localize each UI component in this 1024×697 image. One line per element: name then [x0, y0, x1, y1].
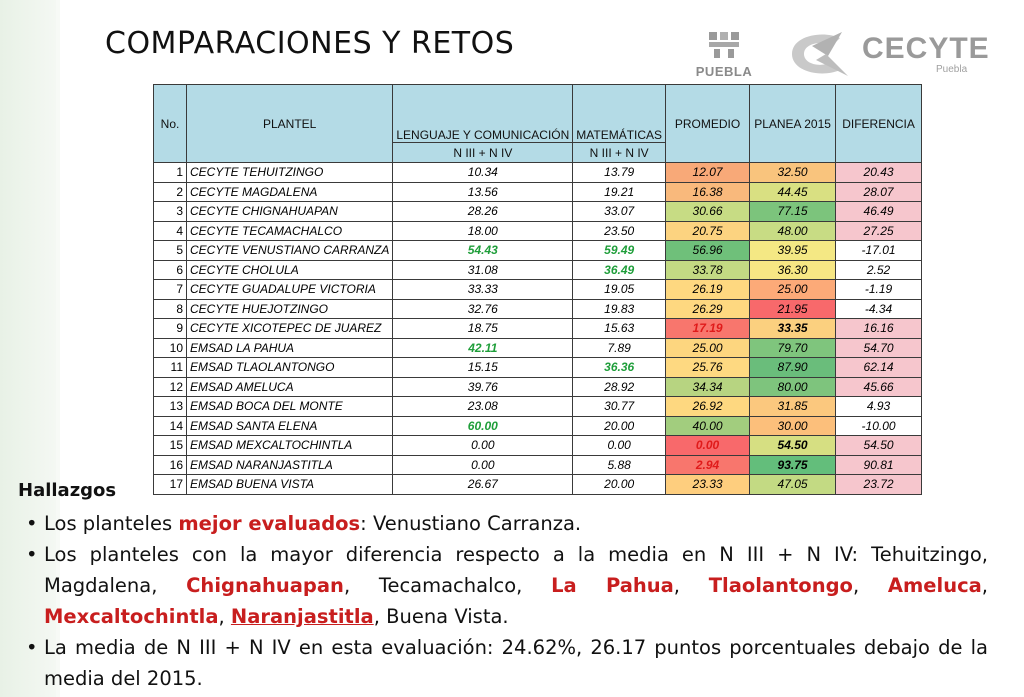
header-planea: PLANEA 2015	[750, 85, 836, 163]
cell-planea: 39.95	[750, 241, 836, 261]
cell-matematicas: 28.92	[573, 377, 666, 397]
finding-item	[18, 632, 988, 694]
findings-heading: Hallazgos	[18, 480, 117, 501]
cell-promedio: 16.38	[666, 182, 750, 202]
cell-lenguaje: 31.08	[393, 260, 573, 280]
finding-text: , Tecamachalco,	[343, 574, 552, 597]
cell-matematicas: 20.00	[573, 416, 666, 436]
cell-planea: 31.85	[750, 397, 836, 417]
finding-text: Los planteles con la mayor diferencia respecto a la media en N III + N IV: Tehuitzingo, Magdalena,	[44, 543, 988, 597]
finding-text: Los planteles	[44, 512, 179, 535]
table-row	[154, 455, 922, 475]
cell-diferencia: -4.34	[836, 299, 922, 319]
cell-lenguaje: 10.34	[393, 163, 573, 183]
cecyte-emblem-icon	[782, 26, 852, 82]
highlighted-text: Naranjastitla	[230, 605, 374, 628]
table-row	[154, 475, 922, 495]
cell-lenguaje: 33.33	[393, 280, 573, 300]
cell-matematicas: 59.49	[573, 241, 666, 261]
cell-plantel: EMSAD MEXCALTOCHINTLA	[187, 436, 393, 456]
cell-lenguaje: 18.75	[393, 319, 573, 339]
cell-no: 9	[154, 319, 187, 339]
cell-lenguaje: 13.56	[393, 182, 573, 202]
cell-promedio: 26.19	[666, 280, 750, 300]
cell-planea: 36.30	[750, 260, 836, 280]
cell-promedio: 2.94	[666, 455, 750, 475]
cell-lenguaje: 18.00	[393, 221, 573, 241]
cell-promedio: 30.66	[666, 202, 750, 222]
cell-plantel: CECYTE HUEJOTZINGO	[187, 299, 393, 319]
cell-lenguaje: 60.00	[393, 416, 573, 436]
cell-diferencia: 46.49	[836, 202, 922, 222]
cell-promedio: 33.78	[666, 260, 750, 280]
cell-plantel: CECYTE GUADALUPE VICTORIA	[187, 280, 393, 300]
cell-plantel: EMSAD BOCA DEL MONTE	[187, 397, 393, 417]
highlighted-text: La Pahua	[551, 574, 674, 597]
bullet-icon: •	[26, 512, 38, 535]
cell-lenguaje: 39.76	[393, 377, 573, 397]
cell-matematicas: 23.50	[573, 221, 666, 241]
cell-diferencia: 62.14	[836, 358, 922, 378]
table-row	[154, 221, 922, 241]
cell-diferencia: -1.19	[836, 280, 922, 300]
cell-promedio: 25.00	[666, 338, 750, 358]
puebla-logo	[693, 30, 755, 80]
cell-no: 17	[154, 475, 187, 495]
table-row	[154, 377, 922, 397]
cell-no: 4	[154, 221, 187, 241]
highlighted-text: Ameluca	[887, 574, 982, 597]
finding-text: ,	[673, 574, 709, 597]
header-matematicas: MATEMÁTICAS	[573, 85, 666, 143]
highlighted-text: Mexcaltochintla	[44, 605, 219, 628]
cell-diferencia: 16.16	[836, 319, 922, 339]
cell-planea: 93.75	[750, 455, 836, 475]
cell-diferencia: 54.70	[836, 338, 922, 358]
cell-promedio: 56.96	[666, 241, 750, 261]
table-body	[154, 163, 922, 495]
cell-no: 1	[154, 163, 187, 183]
cell-planea: 48.00	[750, 221, 836, 241]
cell-matematicas: 19.05	[573, 280, 666, 300]
cell-diferencia: 2.52	[836, 260, 922, 280]
table-row	[154, 397, 922, 417]
finding-item	[18, 508, 988, 539]
finding-text: , Buena Vista.	[373, 605, 509, 628]
cell-lenguaje: 54.43	[393, 241, 573, 261]
cell-promedio: 12.07	[666, 163, 750, 183]
finding-text: ,	[852, 574, 888, 597]
page-title: COMPARACIONES Y RETOS	[105, 26, 515, 61]
table-row	[154, 319, 922, 339]
cell-promedio: 40.00	[666, 416, 750, 436]
cecyte-logo-subtext: Puebla	[936, 64, 968, 75]
cell-plantel: CECYTE CHOLULA	[187, 260, 393, 280]
cell-diferencia: 23.72	[836, 475, 922, 495]
table-row	[154, 163, 922, 183]
cell-matematicas: 0.00	[573, 436, 666, 456]
cell-lenguaje: 23.08	[393, 397, 573, 417]
table-row	[154, 260, 922, 280]
subheader-lenguaje: N III + N IV	[393, 143, 573, 163]
cell-planea: 44.45	[750, 182, 836, 202]
highlighted-text: Chignahuapan	[186, 574, 344, 597]
header-diferencia: DIFERENCIA	[836, 85, 922, 163]
cell-plantel: CECYTE VENUSTIANO CARRANZA	[187, 241, 393, 261]
cell-matematicas: 36.49	[573, 260, 666, 280]
subheader-matematicas: N III + N IV	[573, 143, 666, 163]
cell-promedio: 34.34	[666, 377, 750, 397]
cell-lenguaje: 0.00	[393, 436, 573, 456]
cell-no: 12	[154, 377, 187, 397]
table-row	[154, 182, 922, 202]
cell-promedio: 17.19	[666, 319, 750, 339]
table-row	[154, 241, 922, 261]
cell-planea: 87.90	[750, 358, 836, 378]
cell-diferencia: -10.00	[836, 416, 922, 436]
cell-diferencia: 4.93	[836, 397, 922, 417]
cell-no: 6	[154, 260, 187, 280]
cell-plantel: EMSAD TLAOLANTONGO	[187, 358, 393, 378]
table-row	[154, 436, 922, 456]
cell-plantel: EMSAD LA PAHUA	[187, 338, 393, 358]
findings-list	[18, 508, 988, 694]
cell-planea: 79.70	[750, 338, 836, 358]
cell-no: 3	[154, 202, 187, 222]
cell-matematicas: 19.21	[573, 182, 666, 202]
finding-text: ,	[981, 574, 988, 597]
table-row	[154, 280, 922, 300]
cell-planea: 21.95	[750, 299, 836, 319]
cell-promedio: 23.33	[666, 475, 750, 495]
cell-no: 14	[154, 416, 187, 436]
cell-no: 11	[154, 358, 187, 378]
cell-diferencia: 90.81	[836, 455, 922, 475]
cell-plantel: CECYTE TECAMACHALCO	[187, 221, 393, 241]
finding-text: ,	[218, 605, 231, 628]
cell-no: 16	[154, 455, 187, 475]
cell-no: 8	[154, 299, 187, 319]
cell-matematicas: 15.63	[573, 319, 666, 339]
cell-diferencia: 20.43	[836, 163, 922, 183]
cell-planea: 32.50	[750, 163, 836, 183]
highlighted-text: Tlaolantongo	[708, 574, 853, 597]
cell-matematicas: 19.83	[573, 299, 666, 319]
table-row	[154, 358, 922, 378]
cell-plantel: EMSAD BUENA VISTA	[187, 475, 393, 495]
table-row	[154, 299, 922, 319]
cell-diferencia: 54.50	[836, 436, 922, 456]
cecyte-logo-text: CECYTE	[862, 32, 990, 65]
cell-plantel: EMSAD NARANJASTITLA	[187, 455, 393, 475]
bullet-icon: •	[26, 636, 38, 659]
cell-promedio: 26.92	[666, 397, 750, 417]
cell-planea: 80.00	[750, 377, 836, 397]
cell-diferencia: 28.07	[836, 182, 922, 202]
puebla-logo-text: PUEBLA	[695, 64, 753, 79]
cell-promedio: 26.29	[666, 299, 750, 319]
highlighted-text: mejor evaluados	[178, 512, 361, 535]
cell-promedio: 0.00	[666, 436, 750, 456]
cell-no: 2	[154, 182, 187, 202]
table-row	[154, 338, 922, 358]
cell-planea: 33.35	[750, 319, 836, 339]
cell-promedio: 25.76	[666, 358, 750, 378]
cell-matematicas: 36.36	[573, 358, 666, 378]
cell-no: 13	[154, 397, 187, 417]
cell-matematicas: 33.07	[573, 202, 666, 222]
header-promedio: PROMEDIO	[666, 85, 750, 163]
header-plantel: PLANTEL	[187, 85, 393, 163]
cell-diferencia: 45.66	[836, 377, 922, 397]
cell-matematicas: 5.88	[573, 455, 666, 475]
cell-matematicas: 7.89	[573, 338, 666, 358]
cell-matematicas: 30.77	[573, 397, 666, 417]
results-table	[153, 84, 922, 495]
cell-lenguaje: 15.15	[393, 358, 573, 378]
cell-no: 10	[154, 338, 187, 358]
cell-plantel: CECYTE CHIGNAHUAPAN	[187, 202, 393, 222]
header-lenguaje: LENGUAJE Y COMUNICACIÓN	[393, 85, 573, 143]
cell-plantel: CECYTE TEHUITZINGO	[187, 163, 393, 183]
cell-planea: 30.00	[750, 416, 836, 436]
cell-plantel: EMSAD AMELUCA	[187, 377, 393, 397]
cell-planea: 54.50	[750, 436, 836, 456]
finding-text: : Venustiano Carranza.	[360, 512, 582, 535]
finding-item	[18, 539, 988, 632]
cell-no: 7	[154, 280, 187, 300]
cell-plantel: CECYTE XICOTEPEC DE JUAREZ	[187, 319, 393, 339]
cell-planea: 47.05	[750, 475, 836, 495]
cell-diferencia: 27.25	[836, 221, 922, 241]
cell-matematicas: 13.79	[573, 163, 666, 183]
cell-lenguaje: 28.26	[393, 202, 573, 222]
bullet-icon: •	[26, 543, 38, 566]
cell-promedio: 20.75	[666, 221, 750, 241]
cell-planea: 77.15	[750, 202, 836, 222]
cell-matematicas: 20.00	[573, 475, 666, 495]
header-no: No.	[154, 85, 187, 163]
cell-no: 15	[154, 436, 187, 456]
cell-lenguaje: 0.00	[393, 455, 573, 475]
cecyte-logo	[782, 26, 990, 82]
cell-lenguaje: 42.11	[393, 338, 573, 358]
cell-plantel: CECYTE MAGDALENA	[187, 182, 393, 202]
finding-text: La media de N III + N IV en esta evaluación: 24.62%, 26.17 puntos porcentuales debajo de la media del 2015.	[44, 636, 988, 690]
cell-plantel: EMSAD SANTA ELENA	[187, 416, 393, 436]
cell-lenguaje: 26.67	[393, 475, 573, 495]
puebla-emblem-icon	[707, 30, 741, 60]
table-row	[154, 202, 922, 222]
cell-lenguaje: 32.76	[393, 299, 573, 319]
table-row	[154, 416, 922, 436]
cell-diferencia: -17.01	[836, 241, 922, 261]
cell-planea: 25.00	[750, 280, 836, 300]
cell-no: 5	[154, 241, 187, 261]
